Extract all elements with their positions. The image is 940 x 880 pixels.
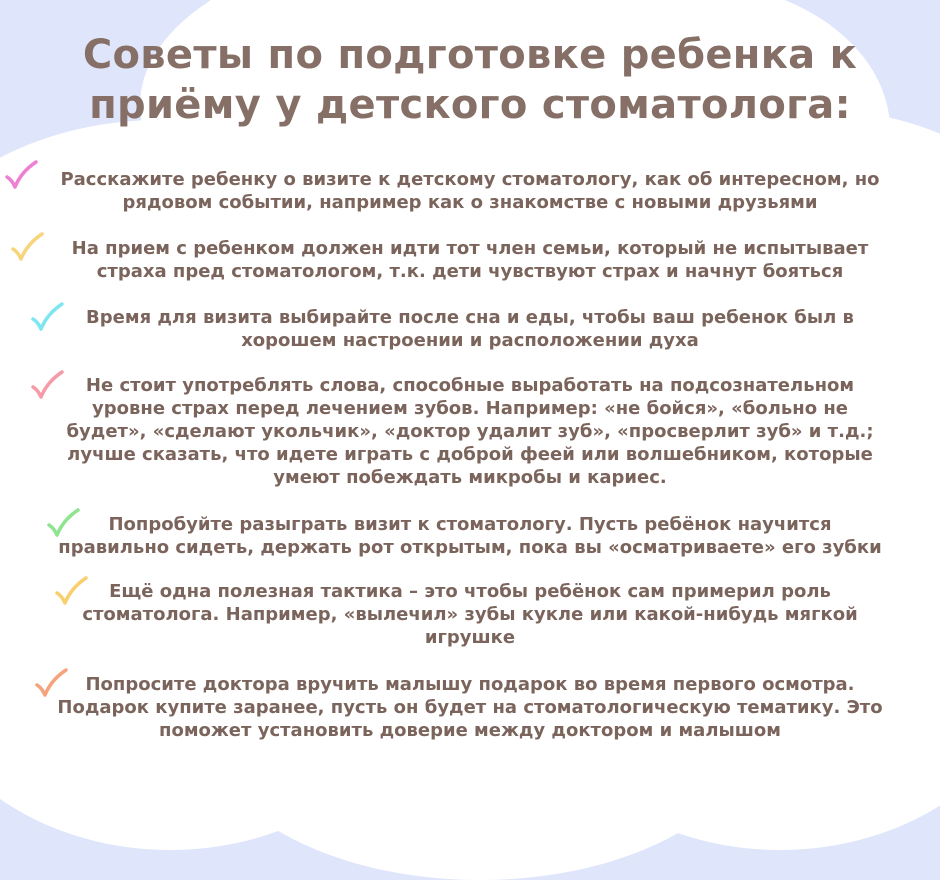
- tip-item: Попросите доктора вручить малышу подарок во время первого осмотра. Подарок купите заранее, пусть он будет на стоматологическую тематику. Это поможет установить доверие между доктором и малышом: [57, 674, 883, 741]
- tip-item: На прием с ребенком должен идти тот член семьи, который не испытывает страха пред стоматологом, т.к. дети чувствуют страх и начнут бояться: [71, 238, 869, 282]
- tip-item: Расскажите ребенку о визите к детскому стоматологу, как об интересном, но рядовом событии, например как о знакомстве с новыми друзьями: [60, 169, 880, 213]
- page-title: Советы по подготовке ребенка к приёму у детского стоматолога:: [82, 32, 858, 128]
- tip-item: Попробуйте разыграть визит к стоматологу. Пусть ребёнок научится правильно сидеть, держать рот открытым, пока вы «осматриваете» его зубки: [58, 514, 882, 558]
- tip-item: Не стоит употреблять слова, способные выработать на подсознательном уровне страх перед лечением зубов. Например: «не бойся», «больно не будет», «сделают укольчик», «доктор удалит зуб», «просверлит зуб» и т.д.; лучше сказать, что идете играть с доброй феей или волшебником, которые умеют побеждать микробы и кариес.: [66, 375, 874, 488]
- tip-item: Время для визита выбирайте после сна и еды, чтобы ваш ребенок был в хорошем настроении и расположении духа: [86, 307, 854, 351]
- tip-item: Ещё одна полезная тактика – это чтобы ребёнок сам примерил роль стоматолога. Например, «вылечил» зубы кукле или какой-нибудь мягкой игрушке: [82, 581, 858, 648]
